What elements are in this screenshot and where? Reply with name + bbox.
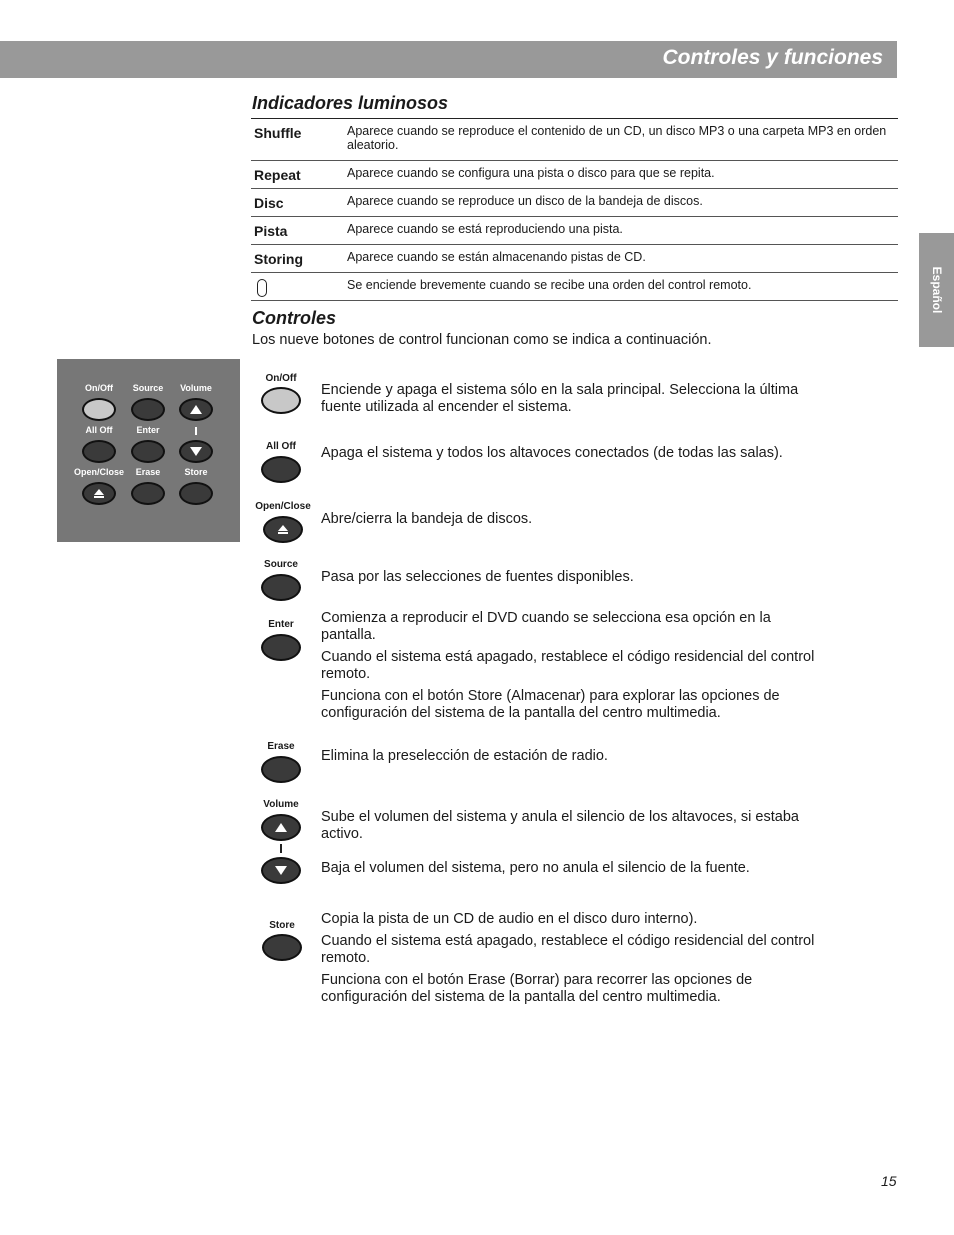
- indicator-desc: Aparece cuando se reproduce un disco de la bandeja de discos.: [347, 194, 703, 208]
- enter-button-icon: [261, 634, 301, 661]
- onoff-button-icon: [261, 387, 301, 414]
- control-label-onoff: On/Off: [265, 373, 297, 384]
- indicator-desc: Se enciende brevemente cuando se recibe una orden del control remoto.: [347, 278, 752, 292]
- control-label-alloff: All Off: [266, 441, 296, 452]
- openclose-description: Abre/cierra la bandeja de discos.: [321, 511, 533, 527]
- indicator-desc: Aparece cuando se configura una pista o disco para que se repita.: [347, 166, 715, 180]
- indicator-name: Shuffle: [254, 125, 302, 141]
- panel-label-erase: Erase: [135, 467, 161, 477]
- volume-down-description: Baja el volumen del sistema, pero no anula el silencio de la fuente.: [321, 860, 750, 876]
- panel-label-onoff: On/Off: [85, 383, 113, 393]
- control-label-enter: Enter: [268, 619, 294, 630]
- indicator-desc: Aparece cuando se reproduce el contenido de un CD, un disco MP3 o una carpeta MP3 en orden aleatorio.: [347, 124, 887, 152]
- panel-label-alloff: All Off: [85, 425, 113, 435]
- enter-description-2: Cuando el sistema está apagado, restablece el código residencial del control remoto.: [321, 649, 815, 682]
- panel-label-enter: Enter: [136, 425, 160, 435]
- indicator-name: Repeat: [254, 167, 301, 183]
- store-description-1: Copia la pista de un CD de audio en el disco duro interno).: [321, 911, 698, 927]
- volume-up-button-icon: [261, 814, 301, 841]
- erase-button-icon: [261, 756, 301, 783]
- panel-label-store: Store: [184, 467, 208, 477]
- panel-openclose-button: [82, 482, 116, 505]
- panel-store-button: [179, 482, 213, 505]
- indicator-name: Pista: [254, 223, 288, 239]
- language-tab: [919, 233, 954, 347]
- indicator-row-pista: [251, 217, 898, 245]
- alloff-button-icon: [261, 456, 301, 483]
- control-label-openclose: Open/Close: [255, 501, 311, 512]
- panel-onoff-button: [82, 398, 116, 421]
- panel-source-button: [131, 398, 165, 421]
- indicator-desc: Aparece cuando se está reproduciendo una pista.: [347, 222, 623, 236]
- alloff-description: Apaga el sistema y todos los altavoces conectados (de todas las salas).: [321, 445, 783, 461]
- indicator-row-storing: [251, 245, 898, 273]
- page-title: Controles y funciones: [662, 46, 883, 69]
- control-label-source: Source: [264, 559, 298, 570]
- eject-icon: [94, 489, 104, 498]
- eject-icon: [278, 525, 288, 534]
- indicator-row-remote: [251, 273, 898, 301]
- header-band: [0, 41, 897, 78]
- store-button-icon: [262, 934, 302, 961]
- erase-description: Elimina la preselección de estación de radio.: [321, 748, 608, 764]
- control-label-volume: Volume: [263, 799, 299, 810]
- controls-heading: Controles: [252, 308, 337, 328]
- enter-description-1: Comienza a reproducir el DVD cuando se selecciona esa opción en la pantalla.: [321, 610, 771, 643]
- arrow-down-icon: [275, 866, 287, 875]
- source-description: Pasa por las selecciones de fuentes disponibles.: [321, 569, 634, 585]
- indicators-heading: Indicadores luminosos: [252, 93, 449, 113]
- indicator-row-shuffle: [251, 119, 898, 161]
- volume-separator: [195, 427, 197, 435]
- store-description-3: Funciona con el botón Erase (Borrar) para recorrer las opciones de configuración del sistema de la pantalla del centro multimedia.: [321, 972, 753, 1005]
- page-number: 15: [881, 1173, 897, 1189]
- indicator-name: Storing: [254, 251, 303, 267]
- panel-volume-up-button: [179, 398, 213, 421]
- panel-enter-button: [131, 440, 165, 463]
- onoff-description: Enciende y apaga el sistema sólo en la sala principal. Selecciona la última fuente utilizada al encender el sistema.: [321, 382, 799, 415]
- panel-label-openclose: Open/Close: [73, 467, 125, 477]
- indicator-row-disc: [251, 189, 898, 217]
- openclose-button-icon: [263, 516, 303, 543]
- arrow-down-icon: [190, 447, 202, 456]
- control-label-erase: Erase: [267, 741, 295, 752]
- store-description-2: Cuando el sistema está apagado, restablece el código residencial del control remoto.: [321, 933, 815, 966]
- arrow-up-icon: [275, 823, 287, 832]
- language-tab-label: Español: [929, 266, 944, 314]
- panel-erase-button: [131, 482, 165, 505]
- panel-volume-down-button: [179, 440, 213, 463]
- source-button-icon: [261, 574, 301, 601]
- indicator-row-repeat: [251, 161, 898, 189]
- indicator-desc: Aparece cuando se están almacenando pistas de CD.: [347, 250, 646, 264]
- controls-intro: Los nueve botones de control funcionan como se indica a continuación.: [252, 332, 712, 348]
- remote-signal-led-icon: [257, 279, 267, 297]
- control-panel-illustration: [57, 359, 240, 542]
- control-label-store: Store: [269, 920, 295, 931]
- panel-alloff-button: [82, 440, 116, 463]
- panel-label-volume: Volume: [180, 383, 212, 393]
- volume-separator: [280, 844, 282, 853]
- enter-description-3: Funciona con el botón Store (Almacenar) para explorar las opciones de configuración del sistema de la pantalla del centro multimedia.: [321, 688, 780, 721]
- indicators-table: [251, 118, 898, 301]
- panel-label-source: Source: [132, 383, 164, 393]
- arrow-up-icon: [190, 405, 202, 414]
- indicator-name: Disc: [254, 195, 284, 211]
- volume-up-description: Sube el volumen del sistema y anula el silencio de los altavoces, si estaba activo.: [321, 809, 799, 842]
- volume-down-button-icon: [261, 857, 301, 884]
